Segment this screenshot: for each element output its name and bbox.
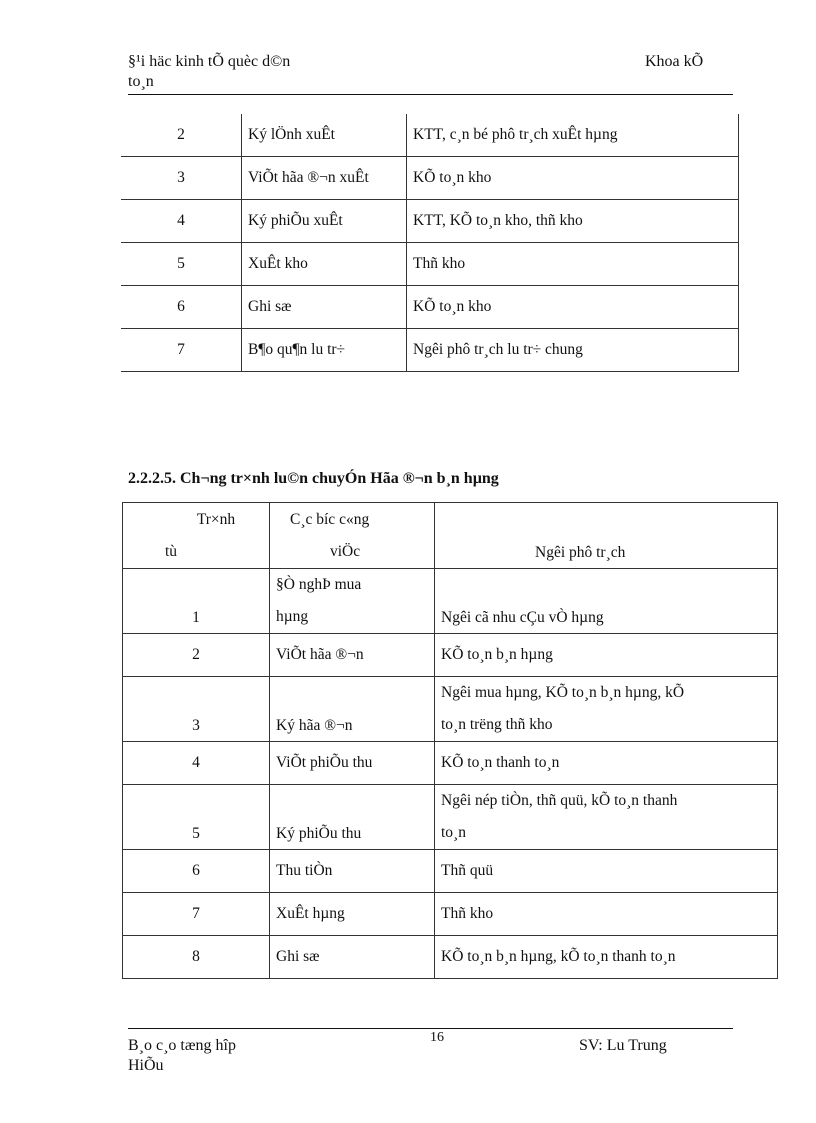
step-person: KTT, c¸n bé phô tr¸ch xuÊt hµng <box>407 114 739 157</box>
footer-left <box>128 1036 236 1076</box>
table-row <box>123 785 778 850</box>
step-number: 6 <box>121 286 242 329</box>
footer-student: SV: Lu Trung <box>579 1037 667 1054</box>
header-left <box>128 52 290 92</box>
step-task: ViÕt hãa ®¬n xuÊt <box>242 157 407 200</box>
table-row <box>121 286 739 329</box>
step-number: 3 <box>123 677 270 742</box>
table-row <box>123 677 778 742</box>
table-row <box>123 936 778 979</box>
step-task: Ký phiÕu thu <box>270 785 435 850</box>
step-person: Ngêi cã nhu cÇu vÒ hµng <box>435 569 778 634</box>
step-person: Thñ quü <box>435 850 778 893</box>
footer-rule <box>128 1028 733 1029</box>
step-number: 3 <box>121 157 242 200</box>
export-process-table <box>121 114 739 372</box>
table-row <box>123 893 778 936</box>
step-task: Ký hãa ®¬n <box>270 677 435 742</box>
step-number: 7 <box>121 329 242 372</box>
step-task: §Ò nghÞ mua hµng <box>270 569 435 634</box>
table-header-row <box>123 503 778 569</box>
col-header-steps: C¸c bíc c«ng viÖc <box>270 503 435 569</box>
step-number: 4 <box>123 742 270 785</box>
step-number: 2 <box>121 114 242 157</box>
step-task: Ghi sæ <box>270 936 435 979</box>
step-person: Thñ kho <box>435 893 778 936</box>
step-number: 2 <box>123 634 270 677</box>
table-row <box>123 742 778 785</box>
table-row <box>123 634 778 677</box>
header-school: §¹i häc kinh tÕ quèc d©n <box>128 53 291 70</box>
col-header-order: Tr×nh tù <box>123 503 270 569</box>
step-person: KÕ to¸n thanh to¸n <box>435 742 778 785</box>
step-task: XuÊt hµng <box>270 893 435 936</box>
step-person: Ngêi mua hµng, KÕ to¸n b¸n hµng, kÕ to¸n trëng thñ kho <box>435 677 778 742</box>
step-person: KTT, KÕ to¸n kho, thñ kho <box>407 200 739 243</box>
table-row <box>121 200 739 243</box>
table-row <box>121 329 739 372</box>
step-number: 4 <box>121 200 242 243</box>
step-person: KÕ to¸n kho <box>407 286 739 329</box>
sales-invoice-flow-table <box>122 502 778 979</box>
header-rule <box>128 94 733 95</box>
step-person: KÕ to¸n b¸n hµng <box>435 634 778 677</box>
footer-report-title-cont: HiÕu <box>128 1057 164 1074</box>
step-number: 6 <box>123 850 270 893</box>
step-person: Ngêi phô tr¸ch lu tr÷ chung <box>407 329 739 372</box>
table-row <box>123 569 778 634</box>
step-number: 5 <box>123 785 270 850</box>
step-number: 7 <box>123 893 270 936</box>
step-person: Ngêi nép tiÒn, thñ quü, kÕ to¸n thanh to¸n <box>435 785 778 850</box>
step-person: KÕ to¸n kho <box>407 157 739 200</box>
table-row <box>123 850 778 893</box>
col-header-person: Ngêi phô tr¸ch <box>435 503 778 569</box>
step-person: KÕ to¸n b¸n hµng, kÕ to¸n thanh to¸n <box>435 936 778 979</box>
table-row <box>121 114 739 157</box>
header-school-cont: to¸n <box>128 73 154 90</box>
header-right: Khoa kÕ <box>645 53 704 70</box>
step-task: XuÊt kho <box>242 243 407 286</box>
page-number: 16 <box>430 1030 444 1045</box>
step-number: 1 <box>123 569 270 634</box>
step-task: ViÕt phiÕu thu <box>270 742 435 785</box>
step-task: Ghi sæ <box>242 286 407 329</box>
step-number: 8 <box>123 936 270 979</box>
footer-report-title: B¸o c¸o tæng hîp <box>128 1037 236 1054</box>
step-number: 5 <box>121 243 242 286</box>
step-task: Thu tiÒn <box>270 850 435 893</box>
section-title: 2.2.2.5. Ch¬ng tr×nh lu©n chuyÓn Hãa ®¬n b¸n hµng <box>128 470 499 487</box>
step-task: ViÕt hãa ®¬n <box>270 634 435 677</box>
table-row <box>121 157 739 200</box>
step-person: Thñ kho <box>407 243 739 286</box>
step-task: B¶o qu¶n lu tr÷ <box>242 329 407 372</box>
step-task: Ký lÖnh xuÊt <box>242 114 407 157</box>
step-task: Ký phiÕu xuÊt <box>242 200 407 243</box>
table-row <box>121 243 739 286</box>
